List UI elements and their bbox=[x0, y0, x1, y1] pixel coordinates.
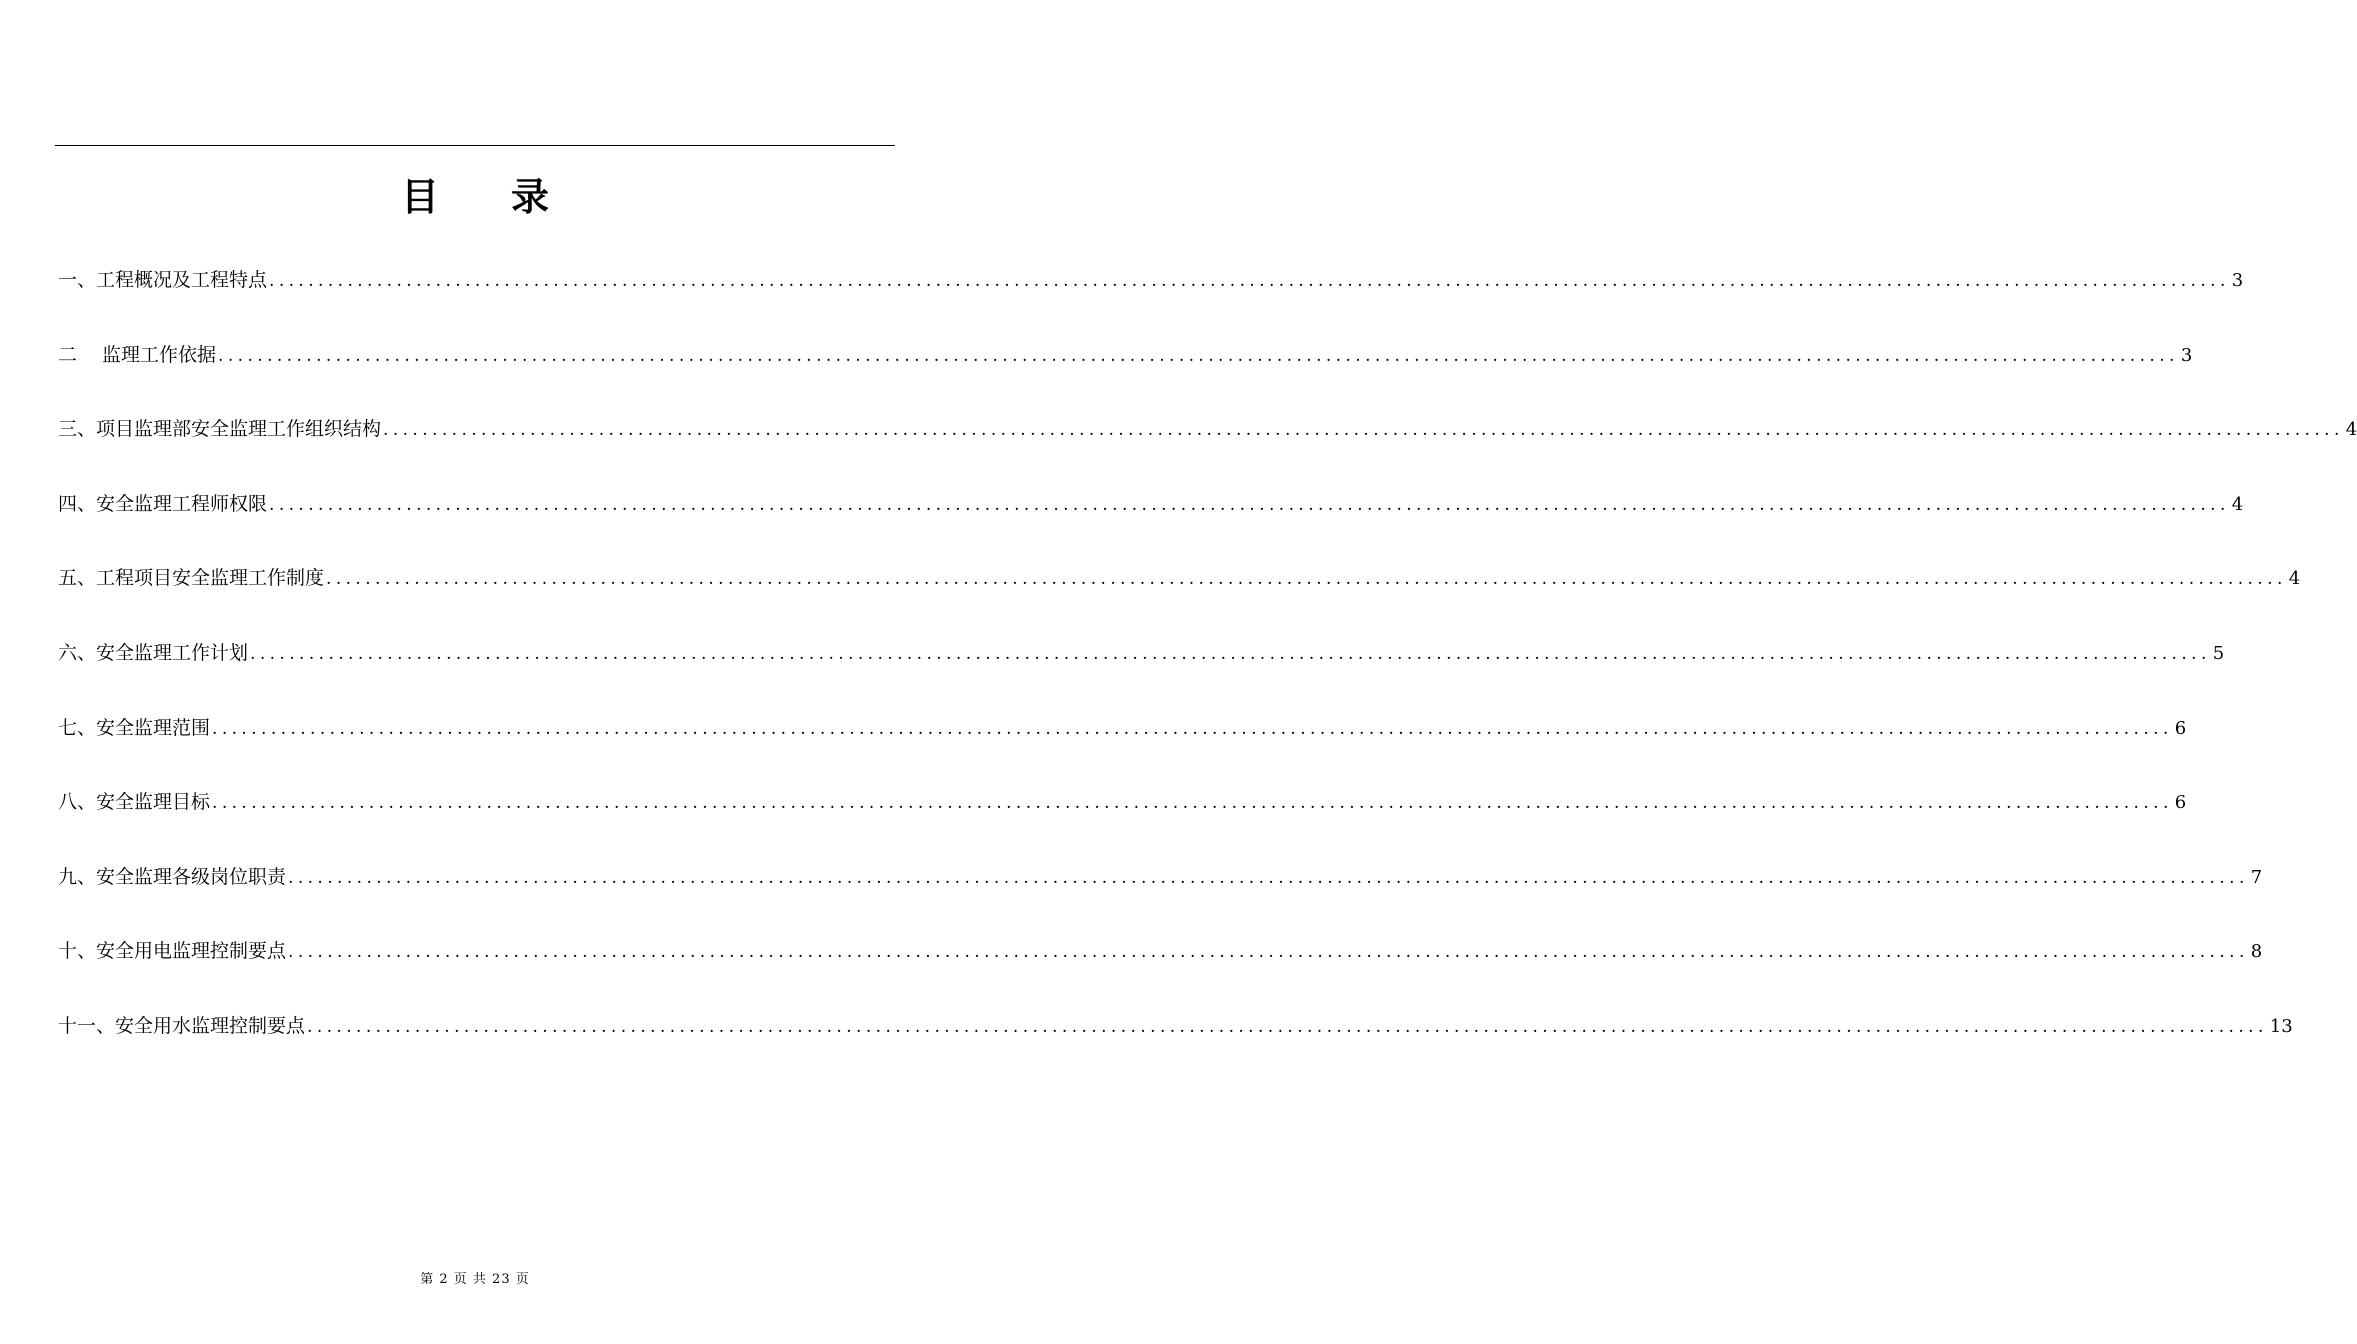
toc-entry-page: 3 bbox=[2231, 270, 2244, 291]
toc-entry[interactable] bbox=[58, 1010, 2293, 1085]
toc-leader-dots: ........................................................................................................................................................................................................ bbox=[212, 793, 2173, 814]
toc-entry-label: 九、安全监理各级岗位职责 bbox=[58, 865, 287, 888]
toc-entry-page: 4 bbox=[2345, 419, 2357, 441]
toc-entry-label: 二 监理工作依据 bbox=[58, 343, 217, 366]
toc-leader-dots: ........................................................................................................................................................................................................ bbox=[307, 1016, 2268, 1037]
toc-entry-page: 4 bbox=[2231, 493, 2244, 515]
toc-entry[interactable] bbox=[58, 637, 2225, 712]
toc-entry[interactable] bbox=[58, 861, 2263, 936]
toc-leader-dots: ........................................................................................................................................................................................................ bbox=[250, 643, 2211, 664]
toc-leader-dots: ........................................................................................................................................................................................................ bbox=[212, 718, 2173, 739]
toc-entry[interactable] bbox=[58, 413, 2357, 488]
toc-entry-page: 3 bbox=[2180, 344, 2193, 366]
header-rule bbox=[55, 145, 895, 146]
toc-entry-label: 一、工程概况及工程特点 bbox=[58, 269, 268, 291]
page-title: 目录 bbox=[400, 175, 621, 219]
toc-entry-page: 6 bbox=[2174, 717, 2187, 739]
toc-entry[interactable] bbox=[58, 488, 2244, 563]
toc-entry[interactable] bbox=[58, 562, 2301, 637]
toc-leader-dots: ........................................................................................................................................................................................................ bbox=[269, 494, 2230, 515]
toc-entry-label: 七、安全监理范围 bbox=[58, 716, 211, 739]
toc-leader-dots: ........................................................................................................................................................................................................ bbox=[383, 420, 2344, 441]
toc-entry[interactable] bbox=[58, 339, 2193, 414]
toc-leader-dots: ........................................................................................................................................................................................................ bbox=[288, 942, 2249, 963]
toc-leader-dots: ........................................................................................................................................................................................................ bbox=[326, 569, 2287, 590]
toc-entry[interactable] bbox=[58, 264, 2244, 339]
toc-entry-page: 6 bbox=[2174, 792, 2187, 814]
toc-entry-page: 4 bbox=[2288, 568, 2301, 590]
toc-entry-page: 8 bbox=[2250, 941, 2263, 963]
toc-leader-dots: ........................................................................................................................................................................................................ bbox=[269, 271, 2230, 291]
toc-entry-page: 5 bbox=[2212, 642, 2225, 664]
toc-entry-label: 四、安全监理工程师权限 bbox=[58, 492, 268, 515]
toc-entry[interactable] bbox=[58, 935, 2263, 1010]
toc-entry-label: 六、安全监理工作计划 bbox=[58, 641, 249, 664]
toc-list bbox=[58, 264, 2357, 1085]
toc-entry-label: 十、安全用电监理控制要点 bbox=[58, 940, 287, 963]
toc-entry-page: 13 bbox=[2269, 1015, 2293, 1037]
toc-entry-label: 五、工程项目安全监理工作制度 bbox=[58, 567, 325, 590]
toc-entry-label: 三、项目监理部安全监理工作组织结构 bbox=[58, 418, 382, 441]
toc-entry-label: 十一、安全用水监理控制要点 bbox=[58, 1014, 306, 1037]
toc-entry[interactable] bbox=[58, 786, 2187, 861]
toc-leader-dots: ........................................................................................................................................................................................................ bbox=[218, 345, 2179, 366]
toc-entry[interactable] bbox=[58, 712, 2187, 787]
toc-entry-page: 7 bbox=[2250, 866, 2263, 888]
toc-entry-label: 八、安全监理目标 bbox=[58, 791, 211, 814]
toc-leader-dots: ........................................................................................................................................................................................................ bbox=[288, 867, 2249, 888]
page-footer: 第 2 页 共 23 页 bbox=[420, 1272, 530, 1287]
